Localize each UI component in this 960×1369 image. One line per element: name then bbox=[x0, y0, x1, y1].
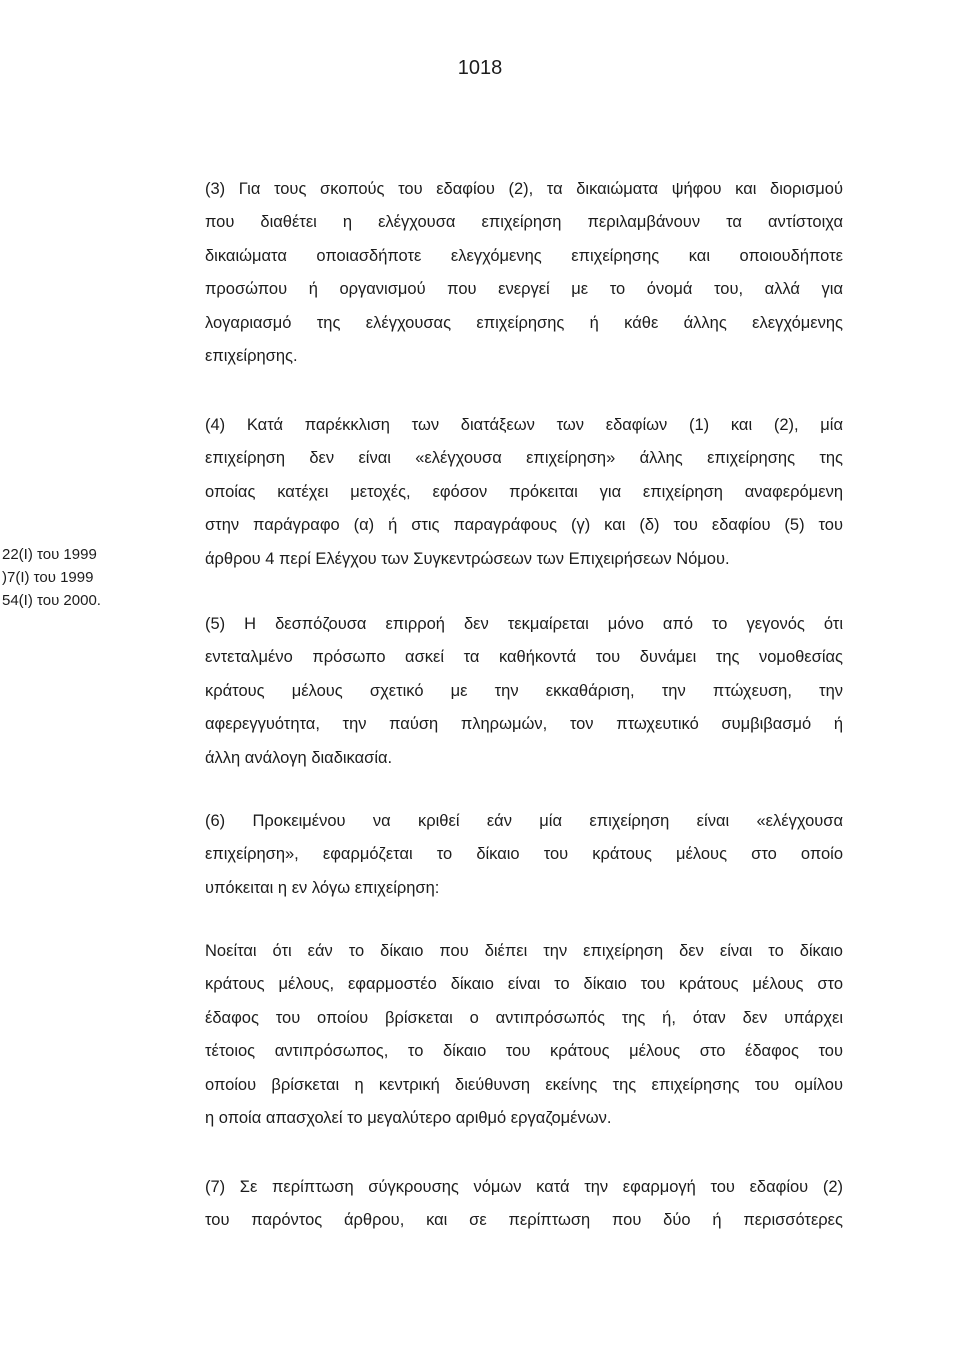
margin-notes bbox=[2, 543, 172, 612]
text-line: οποίου βρίσκεται η κεντρική διεύθυνση εκείνης της επιχείρησης του ομίλου bbox=[205, 1075, 843, 1094]
text-line: υπόκειται η εν λόγω επιχείρηση: bbox=[205, 878, 440, 897]
text-line: άλλη ανάλογη διαδικασία. bbox=[205, 748, 393, 767]
paragraph-4 bbox=[205, 409, 843, 576]
text-line: που διαθέτει η ελέγχουσα επιχείρηση περιλαμβάνουν τα αντίστοιχα bbox=[205, 213, 843, 232]
margin-note: 54(I) του 2000. bbox=[2, 592, 101, 609]
text-line: (4) Κατά παρέκκλιση των διατάξεων των εδαφίων (1) και (2), μία bbox=[205, 416, 843, 434]
text-line: επιχείρηση δεν είναι «ελέγχουσα επιχείρηση» άλλης επιχείρησης της bbox=[205, 449, 843, 468]
margin-note: )7(I) του 1999 bbox=[2, 569, 94, 586]
text-line: αφερεγγυότητα, την παύση πληρωμών, τον πτωχευτικό συμβιβασμό ή bbox=[205, 715, 843, 734]
text-line: άρθρου 4 περί Ελέγχου των Συγκεντρώσεων των Επιχειρήσεων Νόμου. bbox=[205, 549, 730, 568]
page-number: 1018 bbox=[457, 57, 503, 79]
text-line: του παρόντος άρθρου, και σε περίπτωση που δύο ή περισσότερες bbox=[205, 1211, 843, 1230]
text-line: (5) Η δεσπόζουσα επιρροή δεν τεκμαίρεται μόνο από το γεγονός ότι bbox=[205, 615, 843, 633]
text-line: (3) Για τους σκοπούς του εδαφίου (2), τα δικαιώματα ψήφου και διορισμού bbox=[205, 180, 843, 198]
text-line: στην παράγραφο (α) ή στις παραγράφους (γ) και (δ) του εδαφίου (5) του bbox=[205, 516, 843, 535]
text-line: λογαριασμό της ελέγχουσας επιχείρησης ή κάθε άλλης ελεγχόμενης bbox=[205, 313, 843, 332]
text-line: (7) Σε περίπτωση σύγκρουσης νόμων κατά την εφαρμογή του εδαφίου (2) bbox=[205, 1178, 843, 1196]
text-line: δικαιώματα οποιασδήποτε ελεγχόμενης επιχείρησης και οποιουδήποτε bbox=[205, 246, 843, 265]
text-line: (6) Προκειμένου να κριθεί εάν μία επιχείρηση είναι «ελέγχουσα bbox=[205, 812, 843, 830]
paragraph-5 bbox=[205, 608, 843, 775]
text-line: κράτους μέλους, εφαρμοστέο δίκαιο είναι το δίκαιο του κράτους μέλους στο bbox=[205, 975, 843, 994]
text-line: επιχείρηση», εφαρμόζεται το δίκαιο του κράτους μέλους στο οποίο bbox=[205, 845, 843, 864]
paragraph-proviso bbox=[205, 935, 843, 1135]
paragraph-6 bbox=[205, 805, 843, 905]
text-line: οποίας κατέχει μετοχές, εφόσον πρόκειται για επιχείρηση αναφερόμενη bbox=[205, 482, 843, 501]
text-line: η οποία απασχολεί το μεγαλύτερο αριθμό εργαζομένων. bbox=[205, 1108, 612, 1127]
paragraph-3 bbox=[205, 173, 843, 373]
text-line: προσώπου ή οργανισμού που ενεργεί με το όνομά του, αλλά για bbox=[205, 280, 843, 299]
text-line: τέτοιος αντιπρόσωπος, το δίκαιο του κράτους μέλους στο έδαφος του bbox=[205, 1042, 843, 1061]
margin-note: 22(I) του 1999 bbox=[2, 546, 97, 563]
text-line: εντεταλμένο πρόσωπο ασκεί τα καθήκοντά του δυνάμει της νομοθεσίας bbox=[205, 648, 843, 667]
paragraph-7 bbox=[205, 1171, 843, 1238]
text-line: Νοείται ότι εάν το δίκαιο που διέπει την επιχείρηση δεν είναι το δίκαιο bbox=[205, 942, 843, 960]
text-line: κράτους μέλους σχετικό με την εκκαθάριση, την πτώχευση, την bbox=[205, 681, 843, 700]
text-line: έδαφος του οποίου βρίσκεται ο αντιπρόσωπός της ή, όταν δεν υπάρχει bbox=[205, 1008, 843, 1027]
text-line: επιχείρησης. bbox=[205, 346, 298, 365]
